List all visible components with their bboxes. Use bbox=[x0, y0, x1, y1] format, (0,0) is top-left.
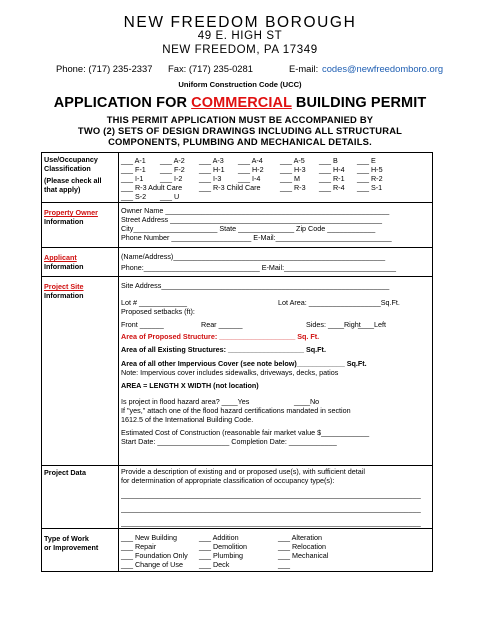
title-suffix: BUILDING PERMIT bbox=[291, 95, 427, 111]
use-label-line: Classification bbox=[44, 164, 91, 173]
work-option[interactable]: ___ Foundation Only bbox=[121, 551, 188, 560]
estimated-cost-field[interactable]: Estimated Cost of Construction (reasonable fair market value $____________ bbox=[121, 428, 370, 437]
occupancy-option[interactable]: ___ A-5 bbox=[280, 156, 305, 165]
city-address: NEW FREEDOM, PA 17349 bbox=[162, 44, 318, 56]
occupancy-option[interactable]: ___ F-1 bbox=[121, 165, 146, 174]
project-description-instructions: Provide a description of existing and or proposed use(s), with sufficient detail bbox=[121, 467, 365, 476]
work-row bbox=[121, 560, 430, 569]
work-option[interactable]: ___ Demolition bbox=[199, 542, 247, 551]
project-description-line[interactable]: ___________________________________________________________________________ bbox=[121, 504, 421, 513]
occupancy-option[interactable]: ___ R-2 bbox=[357, 174, 383, 183]
applicant-label-title: Applicant bbox=[44, 253, 77, 262]
occupancy-option[interactable]: ___ R-3 Adult Care bbox=[121, 183, 183, 192]
occupancy-option[interactable]: ___ R-4 bbox=[319, 183, 345, 192]
dates-field[interactable]: Start Date: __________________ Completion Date: ____________ bbox=[121, 437, 337, 446]
occupancy-row bbox=[121, 174, 430, 183]
phone-number: Phone: (717) 235-2337 bbox=[56, 63, 153, 74]
work-row bbox=[121, 542, 430, 551]
use-label-line: (Please check all bbox=[44, 176, 102, 185]
phone-email-field[interactable]: Phone Number ____________________ E-Mail:_____________________________ bbox=[121, 233, 392, 242]
project-site-fields bbox=[119, 277, 433, 466]
project-description-instructions: for determination of appropriate classification of occupancy type(s): bbox=[121, 476, 335, 485]
type-of-work-options bbox=[119, 529, 433, 572]
occupancy-option[interactable]: ___ R-3 bbox=[280, 183, 306, 192]
city-state-zip-field[interactable]: City_____________________ State ______________ Zip Code ____________ bbox=[121, 224, 376, 233]
use-occupancy-label bbox=[42, 153, 119, 203]
occupancy-option[interactable]: ___ H-4 bbox=[319, 165, 345, 174]
right-setback-field[interactable]: Sides: ____Right bbox=[306, 320, 361, 329]
work-row bbox=[121, 551, 430, 560]
flood-no-option[interactable]: ____No bbox=[294, 397, 320, 406]
notice-line-2: TWO (2) SETS OF DESIGN DRAWINGS INCLUDING ALL STRUCTURAL bbox=[77, 125, 403, 136]
applicant-section bbox=[42, 248, 433, 277]
flood-yes-option[interactable]: Is project in flood hazard area? ____Yes bbox=[121, 397, 250, 406]
applicant-label-sub: Information bbox=[44, 262, 84, 271]
work-option[interactable]: ___ Mechanical bbox=[278, 551, 329, 560]
rear-setback-field[interactable]: Rear ______ bbox=[201, 320, 243, 329]
page-title bbox=[0, 95, 480, 111]
work-label-line: Type of Work bbox=[44, 534, 89, 543]
occupancy-option[interactable]: ___ M bbox=[280, 174, 300, 183]
work-option[interactable]: ___ bbox=[278, 560, 290, 569]
project-site-label bbox=[42, 277, 119, 466]
property-owner-label bbox=[42, 203, 119, 248]
work-option[interactable]: ___ Repair bbox=[121, 542, 157, 551]
work-option[interactable]: ___ Relocation bbox=[278, 542, 326, 551]
occupancy-row bbox=[121, 192, 430, 201]
type-of-work-label bbox=[42, 529, 119, 572]
street-address-field[interactable]: Street Address _____________________________________________________ bbox=[121, 215, 382, 224]
borough-name: NEW FREEDOM BOROUGH bbox=[123, 14, 357, 31]
occupancy-row bbox=[121, 183, 430, 192]
occupancy-option[interactable]: ___ I-1 bbox=[121, 174, 144, 183]
occupancy-row bbox=[121, 165, 430, 174]
work-row bbox=[121, 533, 430, 542]
project-data-title: Project Data bbox=[44, 468, 86, 477]
fax-number: Fax: (717) 235-0281 bbox=[168, 63, 253, 74]
occupancy-option[interactable]: ___ H-5 bbox=[357, 165, 383, 174]
owner-name-field[interactable]: Owner Name ________________________________________________________ bbox=[121, 206, 390, 215]
use-label-line: that apply) bbox=[44, 185, 81, 194]
work-option[interactable]: ___ Change of Use bbox=[121, 560, 183, 569]
notice-line-1: THIS PERMIT APPLICATION MUST BE ACCOMPANIED BY bbox=[106, 114, 374, 125]
email-label: E-mail: bbox=[289, 63, 319, 74]
occupancy-option[interactable]: ___ F-2 bbox=[160, 165, 185, 174]
work-option[interactable]: ___ Alteration bbox=[278, 533, 322, 542]
occupancy-option[interactable]: ___ I-3 bbox=[199, 174, 222, 183]
occupancy-option[interactable]: ___ R-3 Child Care bbox=[199, 183, 261, 192]
occupancy-option[interactable]: ___ I-4 bbox=[238, 174, 261, 183]
occupancy-option[interactable]: ___ A-4 bbox=[238, 156, 263, 165]
owner-label-title: Property Owner bbox=[44, 208, 98, 217]
work-option[interactable]: ___ Addition bbox=[199, 533, 239, 542]
occupancy-option[interactable]: ___ S-1 bbox=[357, 183, 383, 192]
occupancy-option[interactable]: ___ A-2 bbox=[160, 156, 185, 165]
occupancy-option[interactable]: ___ R-1 bbox=[319, 174, 345, 183]
impervious-area-field[interactable]: Area of all other Impervious Cover (see note below)____________ Sq.Ft. bbox=[121, 359, 367, 368]
street-address: 49 E. HIGH ST bbox=[197, 30, 283, 42]
work-option[interactable]: ___ Plumbing bbox=[199, 551, 243, 560]
lot-row bbox=[121, 298, 430, 307]
owner-label-sub: Information bbox=[44, 217, 84, 226]
email-link[interactable]: codes@newfreedomboro.org bbox=[322, 63, 444, 74]
site-label-title: Project Site bbox=[44, 282, 84, 291]
flood-instructions: 1612.5 of the International Building Code. bbox=[121, 415, 254, 424]
site-label-sub: Information bbox=[44, 291, 84, 300]
project-data-fields bbox=[119, 466, 433, 529]
title-prefix: APPLICATION FOR bbox=[53, 95, 192, 111]
area-formula: AREA = LENGTH X WIDTH (not location) bbox=[121, 381, 259, 390]
proposed-area-field[interactable]: Area of Proposed Structure: ___________________ Sq. Ft. bbox=[121, 332, 320, 341]
applicant-fields bbox=[119, 248, 433, 277]
permit-form-table bbox=[41, 152, 433, 572]
occupancy-row bbox=[121, 156, 430, 165]
project-data-label bbox=[42, 466, 119, 529]
work-option[interactable]: ___ Deck bbox=[199, 560, 230, 569]
occupancy-option[interactable]: ___ U bbox=[160, 192, 180, 201]
notice-line-3: COMPONENTS, PLUMBING AND MECHANICAL DETAILS. bbox=[108, 136, 372, 147]
occupancy-option[interactable]: ___ H-2 bbox=[238, 165, 264, 174]
occupancy-option[interactable]: ___ B bbox=[319, 156, 338, 165]
occupancy-option[interactable]: ___ I-2 bbox=[160, 174, 183, 183]
front-setback-field[interactable]: Front ______ bbox=[121, 320, 164, 329]
occupancy-option[interactable]: ___ S-2 bbox=[121, 192, 147, 201]
applicant-name-field[interactable]: (Name/Address)_____________________________________________________ bbox=[121, 252, 386, 261]
left-setback-field[interactable]: ____Left bbox=[358, 320, 386, 329]
occupancy-option[interactable]: ___ A-3 bbox=[199, 156, 224, 165]
existing-area-field[interactable]: Area of all Existing Structures: ___________________ Sq.Ft. bbox=[121, 345, 326, 354]
property-owner-fields bbox=[119, 203, 433, 248]
ucc-subtitle: Uniform Construction Code (UCC) bbox=[178, 80, 302, 89]
use-label-line: Use/Occupancy bbox=[44, 155, 98, 164]
property-owner-section bbox=[42, 203, 433, 248]
impervious-note: Note: Impervious cover includes sidewalks, driveways, decks, patios bbox=[121, 368, 339, 377]
lot-number-field[interactable]: Lot # ____________ bbox=[121, 298, 187, 307]
use-occupancy-options bbox=[119, 153, 433, 203]
project-description-line[interactable]: ___________________________________________________________________________ bbox=[121, 490, 421, 499]
applicant-phone-field[interactable]: Phone:_____________________________ E-Mail:____________________________ bbox=[121, 263, 396, 272]
lot-area-field[interactable]: Lot Area: __________________Sq.Ft. bbox=[278, 298, 400, 307]
project-site-section bbox=[42, 277, 433, 466]
title-highlight: COMMERCIAL bbox=[191, 95, 292, 111]
work-option[interactable]: ___ New Building bbox=[121, 533, 177, 542]
project-description-line[interactable]: ___________________________________________________________________________ bbox=[121, 518, 421, 527]
setbacks-label: Proposed setbacks (ft): bbox=[121, 307, 195, 316]
use-occupancy-section bbox=[42, 153, 433, 203]
occupancy-option[interactable]: ___ E bbox=[357, 156, 376, 165]
type-of-work-section bbox=[42, 529, 433, 572]
project-data-section bbox=[42, 466, 433, 529]
occupancy-option[interactable]: ___ H-1 bbox=[199, 165, 225, 174]
setbacks-row bbox=[121, 320, 430, 329]
site-address-field[interactable]: Site Address_________________________________________________________ bbox=[121, 281, 390, 290]
work-label-line: or Improvement bbox=[44, 543, 99, 552]
flood-row bbox=[121, 397, 430, 406]
flood-instructions: If "yes," attach one of the flood hazard certifications mandated in section bbox=[121, 406, 351, 415]
occupancy-option[interactable]: ___ A-1 bbox=[121, 156, 146, 165]
applicant-label bbox=[42, 248, 119, 277]
occupancy-option[interactable]: ___ H-3 bbox=[280, 165, 306, 174]
